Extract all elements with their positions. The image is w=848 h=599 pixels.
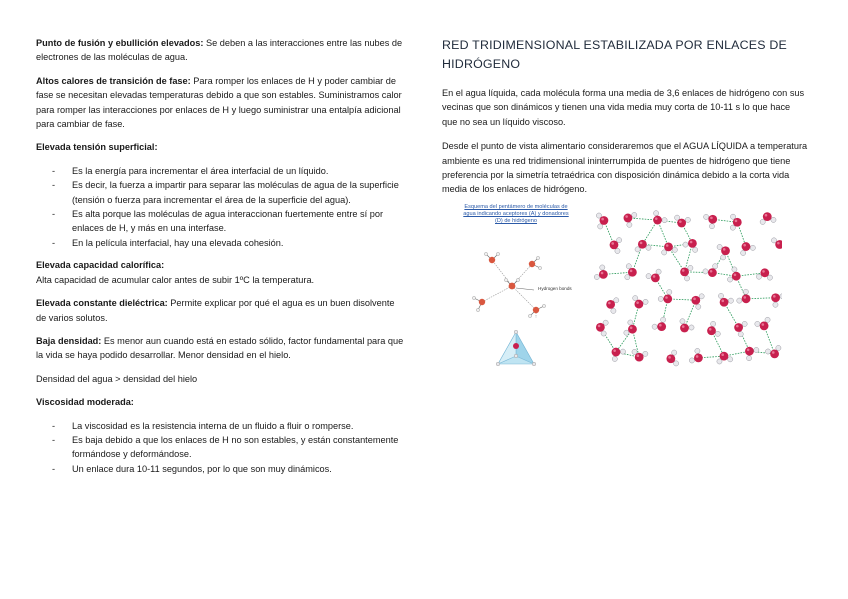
oxygen-atom [610,240,619,249]
hydrogen-atom [626,264,631,269]
hydrogen-atom [654,211,659,216]
hydrogen-atom [673,361,678,366]
hydrogen-atom [755,321,760,326]
atom-highlight [598,325,601,328]
atom-highlight [653,275,656,278]
hydrogen-atom [603,320,608,325]
atom-highlight [666,244,669,247]
hydrogen-atom [662,250,667,255]
list-item [36,462,406,476]
oxygen-atom [708,215,717,224]
oxygen-atom [677,219,686,228]
list-item-text: Es decir, la fuerza a impartir para separar las moléculas de agua de la superficie (tensión o fuerza para incrementar el área de la superficie del agua). [72,180,399,205]
list-item [36,236,406,250]
hydrogen-atom [646,245,651,250]
hydrogen-atom [730,225,735,230]
hydrogen-atom [612,356,617,361]
hydrogen-atom [689,358,694,363]
hydrogen-atom [688,265,693,270]
atom-highlight [679,220,682,223]
paragraph-viscosity [36,395,406,409]
text-heat-capacity: Alta capacidad de acumular calor antes de subir 1ºC la temperatura. [36,274,315,285]
hydrogen-atom [625,275,630,280]
atom-highlight [773,295,776,298]
atom-highlight [608,302,611,305]
hydrogen-atom [776,345,781,350]
hydrogen-atom [699,294,704,299]
list-dash: - [52,237,56,248]
oxygen-atom [742,294,751,303]
hydrogen-atom [614,298,619,303]
oxygen-atom [651,273,660,282]
atom-highlight [709,328,712,331]
hydrogen-atom [715,331,720,336]
atom-highlight [693,298,696,301]
oxygen-atom [707,326,716,335]
hydrogen-atom [741,250,746,255]
atom-highlight [777,242,780,245]
hydrogen-atom [601,331,606,336]
hydrogen-bonds-label: Hydrogen bonds [538,286,572,291]
atom-highlight [735,220,738,223]
atom-highlight [613,349,616,352]
oxygen-atom [720,352,729,361]
hydrogen-atom [627,222,632,227]
hydrogen-atom [728,357,733,362]
hydrogen-atom [683,242,688,247]
atom-highlight [601,272,604,275]
atom-highlight [601,218,604,221]
paragraph-melting-point [36,36,406,65]
tetrahedron-icon [496,330,536,366]
list-dash: - [52,209,56,220]
hydrogen-atom [737,298,742,303]
atom-highlight [637,354,640,357]
hydrogen-atom [746,356,751,361]
list-dash: - [52,463,56,474]
hydrogen-atom [732,267,737,272]
atom-highlight [696,355,699,358]
oxygen-atom [635,300,644,309]
hydrogen-atom [667,289,672,294]
atom-highlight [721,300,724,303]
hydrogen-atom [643,299,648,304]
hydrogen-atom [672,247,677,252]
water-pentamer-figure [452,198,580,376]
oxygen-atom [666,354,675,363]
hydrogen-atom [728,298,733,303]
hydrogen-bond-line [746,298,776,299]
oxygen-atom [663,294,672,303]
hydrogen-atom [750,245,755,250]
oxygen-atom [694,353,703,362]
heading-melting-point: Punto de fusión y ebullición elevados: [36,38,204,48]
atom-highlight [636,301,639,304]
hydrogen-atom [661,317,666,322]
hydrogen-atom [635,247,640,252]
hydrogen-atom [693,247,698,252]
hydrogen-atom [646,274,651,279]
hydrogen-atom [756,274,761,279]
oxygen-atom [653,216,662,225]
oxygen-atom [732,272,741,281]
heading-viscosity: Viscosidad moderada: [36,397,134,408]
text-density: Es menor aun cuando está en estado sólido, factor fundamental para que la vida se haya podido desarrollar. Menor densidad en el hielo. [36,335,404,361]
atom-highlight [668,356,671,359]
oxygen-atom [720,298,729,307]
oxygen-atom [760,268,769,277]
hydrogen-atom [717,244,722,249]
oxygen-atom [733,218,742,227]
hydrogen-atom [615,248,620,253]
oxygen-atom [742,242,751,251]
hydrogen-atom [771,217,776,222]
hydrogen-atom [684,276,689,281]
list-item [36,178,406,207]
right-column [442,36,808,207]
atom-highlight [625,215,628,218]
list-item-text: Es la energía para incrementar el área interfacial de un líquido. [72,165,329,176]
hydrogen-bond-line [685,300,696,328]
heading-surface-tension: Elevada tensión superficial: [36,142,158,153]
hydrogen-atom [632,212,637,217]
paragraph-liquid-water: En el agua líquida, cada molécula forma una media de 3,6 enlaces de hidrógeno con sus vecinas que son dinámicos y tienen una vida media muy corta de 10-11 s lo que hace que no sea un líquido viscoso. [442,88,805,127]
list-item [36,207,406,236]
list-item [36,164,406,178]
heading-heat-capacity: Elevada capacidad calorífica: [36,260,165,271]
hydrogen-atom [617,238,622,243]
paragraph-density-compare [36,372,406,386]
hydrogen-atom [738,332,743,337]
paragraph-food-view: Desde el punto de vista alimentario consideraremos que el AGUA LÍQUIDA a temperatura ambiente es una red tridimensional ininterrumpida de puentes de hidrógeno que tiene preferencia por la simetría tetraédrica con disposición dinámica debido a la corta vida media de los enlaces de hidrógeno. [442,141,808,195]
atom-highlight [690,241,693,244]
hydrogen-bond-network-figure [592,206,782,378]
hydrogen-atom [662,218,667,223]
atom-highlight [765,214,768,217]
hydrogen-atom [743,289,748,294]
text-melting-point: Se deben a las interacciones entre las nubes de electrones de las moléculas de agua. [36,38,403,63]
atom-highlight [734,273,737,276]
atom-highlight [762,270,765,273]
paragraph-density [36,334,406,363]
hydrogen-atom [703,269,708,274]
hydrogen-atom [600,265,605,270]
atom-highlight [743,244,746,247]
hydrogen-atom [704,214,709,219]
text-density-compare: Densidad del agua > densidad del hielo [36,373,198,384]
oxygen-atom [770,349,779,358]
oxygen-atom [612,348,621,357]
atom-highlight [655,217,658,220]
viscosity-list [36,419,406,477]
hydrogen-atom [773,302,778,307]
hydrogen-atom [742,321,747,326]
paragraph-surface-tension [36,140,406,154]
list-item-text: Es alta porque las moléculas de agua interaccionan fuertemente entre sí por enlaces de H, y más en una interfase. [72,209,384,234]
atom-highlight [611,242,614,245]
oxygen-atom [734,323,743,332]
hydrogen-atom [652,324,657,329]
oxygen-atom [635,353,644,362]
oxygen-atom [606,300,615,309]
figure-caption: Esquema del pentámero de moléculas de agua indicando aceptores (A) y donadores (D) de hidrógeno [463,204,569,224]
hydrogen-atom [594,274,599,279]
hydrogen-atom [760,219,765,224]
atom-highlight [682,325,685,328]
hydrogen-atom [632,349,637,354]
oxygen-atom [680,267,689,276]
paragraph-transition-heat [36,74,406,132]
atom-highlight [743,296,746,299]
list-item-text: Un enlace dura 10-11 segundos, por lo que son muy dinámicos. [72,463,332,474]
oxygen-atom [600,216,609,225]
text-transition-heat: Para romper los enlaces de H y poder cambiar de fase se necesitan elevadas temperaturas debido a que son estables. Suministramos calor para romper las interacciones por enlaces de H y luego suministrar una entalpía adicional para cambiar de fase. [36,75,402,130]
oxygen-atom [745,347,754,356]
oxygen-atom [628,268,637,277]
atom-highlight [723,248,726,251]
atom-highlight [630,326,633,329]
hydrogen-atom [713,264,718,269]
list-dash: - [52,434,56,445]
hydrogen-atom [765,349,770,354]
hydrogen-atom [718,293,723,298]
oxygen-atom [638,240,647,249]
hydrogen-atom [765,317,770,322]
atom-highlight [710,270,713,273]
list-dash: - [52,180,56,191]
hydrogen-atom [643,351,648,356]
atom-highlight [762,323,765,326]
paragraph-heat-capacity [36,258,406,287]
surface-tension-list [36,164,406,250]
hydrogen-atom [685,217,690,222]
hydrogen-atom [696,304,701,309]
oxygen-atom [680,324,689,333]
heading-transition-heat: Altos calores de transición de fase: [36,75,191,86]
hydrogen-atom [689,325,694,330]
hydrogen-atom [624,330,629,335]
atom-highlight [640,242,643,245]
oxygen-atom [708,268,717,277]
hydrogen-atom [695,348,700,353]
list-item-text: Es baja debido a que los enlaces de H no son estables, y están constantemente formándose y deformándose. [72,434,399,460]
hydrogen-atom [620,349,625,354]
hydrogen-atom [596,213,601,218]
oxygen-atom [628,325,637,334]
list-item [36,419,406,433]
hydrogen-atom [730,214,735,219]
hydrogen-atom [656,269,661,274]
hydrogen-atom [771,238,776,243]
heading-dielectric: Elevada constante dieléctrica: [36,298,168,309]
atom-highlight [630,270,633,273]
atom-highlight [772,351,775,354]
hydrogen-atom [767,275,772,280]
oxygen-atom [664,242,673,251]
hydrogen-atom [675,215,680,220]
atom-highlight [710,217,713,220]
hydrogen-atom [780,294,782,299]
hydrogen-atom [717,359,722,364]
hydrogen-atom [680,319,685,324]
oxygen-atom [763,212,772,221]
atom-highlight [736,325,739,328]
atom-highlight [747,348,750,351]
hydrogen-bond-line [628,218,658,220]
section-title: RED TRIDIMENSIONAL ESTABILIZADA POR ENLACES DE HIDRÓGENO [442,38,787,71]
list-item [36,433,406,462]
oxygen-atom [721,246,730,255]
list-dash: - [52,165,56,176]
oxygen-atom [771,293,780,302]
oxygen-atom [624,214,633,223]
hydrogen-atom [633,296,638,301]
paragraph-dielectric [36,296,406,325]
text-dielectric: Permite explicar por qué el agua es un buen disolvente de varios solutos. [36,298,395,323]
hydrogen-atom [658,296,663,301]
atom-highlight [721,353,724,356]
hydrogen-atom [672,350,677,355]
hydrogen-atom [598,224,603,229]
list-item-text: En la película interfacial, hay una elevada cohesión. [72,237,284,248]
oxygen-atom [599,270,608,279]
oxygen-atom [691,296,700,305]
left-column [36,36,406,484]
oxygen-atom [760,321,769,330]
hydrogen-atom [721,255,726,260]
hydrogen-atom [611,308,616,313]
oxygen-atom [596,323,605,332]
atom-highlight [682,269,685,272]
list-dash: - [52,420,56,431]
hydrogen-atom [709,224,714,229]
hydrogen-atom [727,277,732,282]
oxygen-atom [688,239,697,248]
hydrogen-atom [628,320,633,325]
heading-density: Baja densidad: [36,335,102,346]
hydrogen-atom [711,321,716,326]
hydrogen-atom [754,347,759,352]
list-item-text: La viscosidad es la resistencia interna de un fluido a fluir o romperse. [72,420,354,431]
atom-highlight [659,324,662,327]
atom-highlight [665,296,668,299]
oxygen-atom [657,322,666,331]
